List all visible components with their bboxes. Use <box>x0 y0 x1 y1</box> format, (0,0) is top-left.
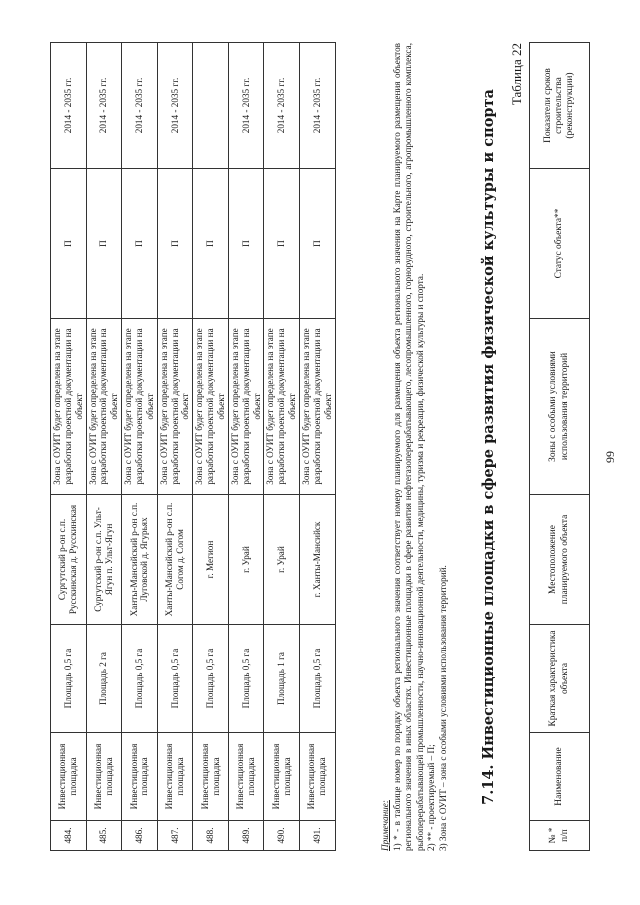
cell-num: 488. <box>193 821 229 851</box>
objects-table-body <box>51 43 336 851</box>
header-name: Наименование <box>530 733 590 821</box>
cell-location: г. Урай <box>228 495 264 625</box>
cell-period: 2014 - 2035 гг. <box>264 43 300 169</box>
cell-location: Ханты-Мансийский р-он с.п. Луговской д. Ягурьях <box>122 495 158 625</box>
cell-status: П <box>228 169 264 319</box>
cell-zone: Зона с ОУИТ будет определена на этапе разработки проектной документации на объект <box>51 319 87 495</box>
header-size: Краткая характеристика объекта <box>530 625 590 733</box>
cell-status: П <box>122 169 158 319</box>
cell-status: П <box>86 169 122 319</box>
table-row <box>51 43 87 851</box>
cell-num: 489. <box>228 821 264 851</box>
table-row <box>264 43 300 851</box>
cell-zone: Зона с ОУИТ будет определена на этапе разработки проектной документации на объект <box>193 319 229 495</box>
cell-name: Инвестиционная площадка <box>228 733 264 821</box>
cell-size: Площадь 0,5 га <box>193 625 229 733</box>
cell-zone: Зона с ОУИТ будет определена на этапе разработки проектной документации на объект <box>228 319 264 495</box>
cell-status: П <box>300 169 336 319</box>
objects-table <box>50 42 336 851</box>
cell-location: г. Мегион <box>193 495 229 625</box>
cell-location: г. Ханты-Мансийск <box>300 495 336 625</box>
cell-name: Инвестиционная площадка <box>193 733 229 821</box>
cell-status: П <box>51 169 87 319</box>
header-row <box>530 43 590 851</box>
cell-name: Инвестиционная площадка <box>86 733 122 821</box>
header-period: Показатели сроков строительства (реконструкции) <box>530 43 590 169</box>
cell-status: П <box>157 169 193 319</box>
cell-period: 2014 - 2035 гг. <box>86 43 122 169</box>
table-row <box>300 43 336 851</box>
cell-size: Площадь 0,5 га <box>228 625 264 733</box>
cell-location: Ханты-Мансийский р-он с.п. Согом д. Согом <box>157 495 193 625</box>
cell-period <box>193 43 229 169</box>
cell-period: 2014 - 2035 гг. <box>157 43 193 169</box>
cell-location: Сургутский р-он с.п. Ульт-Ягун п. Ульт-Ягун <box>86 495 122 625</box>
table-row <box>228 43 264 851</box>
cell-period: 2014 - 2035 гг. <box>122 43 158 169</box>
cell-num: 490. <box>264 821 300 851</box>
header-status: Статус объекта** <box>530 169 590 319</box>
cell-size: Площадь 0,5 га <box>300 625 336 733</box>
notes-line-1: 1) * - в таблице номер по порядку объекта регионального значения соответствует номеру планируемого для размещения объекта регионального значения на Карте планируемого размещения объектов регионального значения в иных областях. Инвестиционные площадки в сфере развития нефтегазоперерабатывающего, лесопромышленного, горнорудного, строительного, агропромышленного комплекса, рыбоперерабатывающей промышленности, научно-инновационной деятельности, медицины, туризма и рекреации, физической культуры и спорта. <box>391 43 425 851</box>
table-row <box>86 43 122 851</box>
cell-name: Инвестиционная площадка <box>300 733 336 821</box>
cell-num: 491. <box>300 821 336 851</box>
cell-period: 2014 - 2035 гг. <box>228 43 264 169</box>
cell-zone: Зона с ОУИТ будет определена на этапе разработки проектной документации на объект <box>86 319 122 495</box>
cell-name: Инвестиционная площадка <box>122 733 158 821</box>
cell-zone: Зона с ОУИТ будет определена на этапе разработки проектной документации на объект <box>264 319 300 495</box>
cell-size: Площадь 0,5 га <box>157 625 193 733</box>
notes-label: Примечание: <box>380 800 390 851</box>
notes-line-2: 2) ** - проектируемый – П; <box>426 744 436 851</box>
notes-block <box>380 43 449 851</box>
cell-status: П <box>264 169 300 319</box>
cell-location: Сургутский р-он с.п. Русскинская д. Русскинская <box>51 495 87 625</box>
cell-size: Площадь 2 га <box>86 625 122 733</box>
cell-status: П <box>193 169 229 319</box>
cell-name: Инвестиционная площадка <box>157 733 193 821</box>
notes-line-3: 3) Зона с ОУИТ – зона с особыми условиями использования территорий. <box>437 565 448 851</box>
header-zone: Зоны с особыми условиями использования территорий <box>530 319 590 495</box>
cell-zone: Зона с ОУИТ будет определена на этапе разработки проектной документации на объект <box>300 319 336 495</box>
cell-period: 2014 - 2035 гг. <box>300 43 336 169</box>
header-location: Местоположение планируемого объекта <box>530 495 590 625</box>
header-num: № * п/п <box>530 821 590 851</box>
cell-num: 486. <box>122 821 158 851</box>
cell-size: Площадь 0,5 га <box>122 625 158 733</box>
cell-name: Инвестиционная площадка <box>264 733 300 821</box>
page-number: 99 <box>603 451 617 463</box>
table-caption: Таблица 22 <box>509 43 524 106</box>
cell-num: 487. <box>157 821 193 851</box>
table-row <box>157 43 193 851</box>
cell-period: 2014 - 2035 гг. <box>51 43 87 169</box>
cell-location: г. Урай <box>264 495 300 625</box>
cell-size: Площадь 0,5 га <box>51 625 87 733</box>
cell-zone: Зона с ОУИТ будет определена на этапе разработки проектной документации на объект <box>122 319 158 495</box>
section-title: 7.14. Инвестиционные площадки в сфере развития физической культуры и спорта <box>480 89 497 805</box>
table-row <box>122 43 158 851</box>
next-table-header <box>529 42 590 851</box>
table-row <box>193 43 229 851</box>
cell-size: Площадь 1 га <box>264 625 300 733</box>
cell-zone: Зона с ОУИТ будет определена на этапе разработки проектной документации на объект <box>157 319 193 495</box>
cell-name: Инвестиционная площадка <box>51 733 87 821</box>
cell-num: 484. <box>51 821 87 851</box>
cell-num: 485. <box>86 821 122 851</box>
